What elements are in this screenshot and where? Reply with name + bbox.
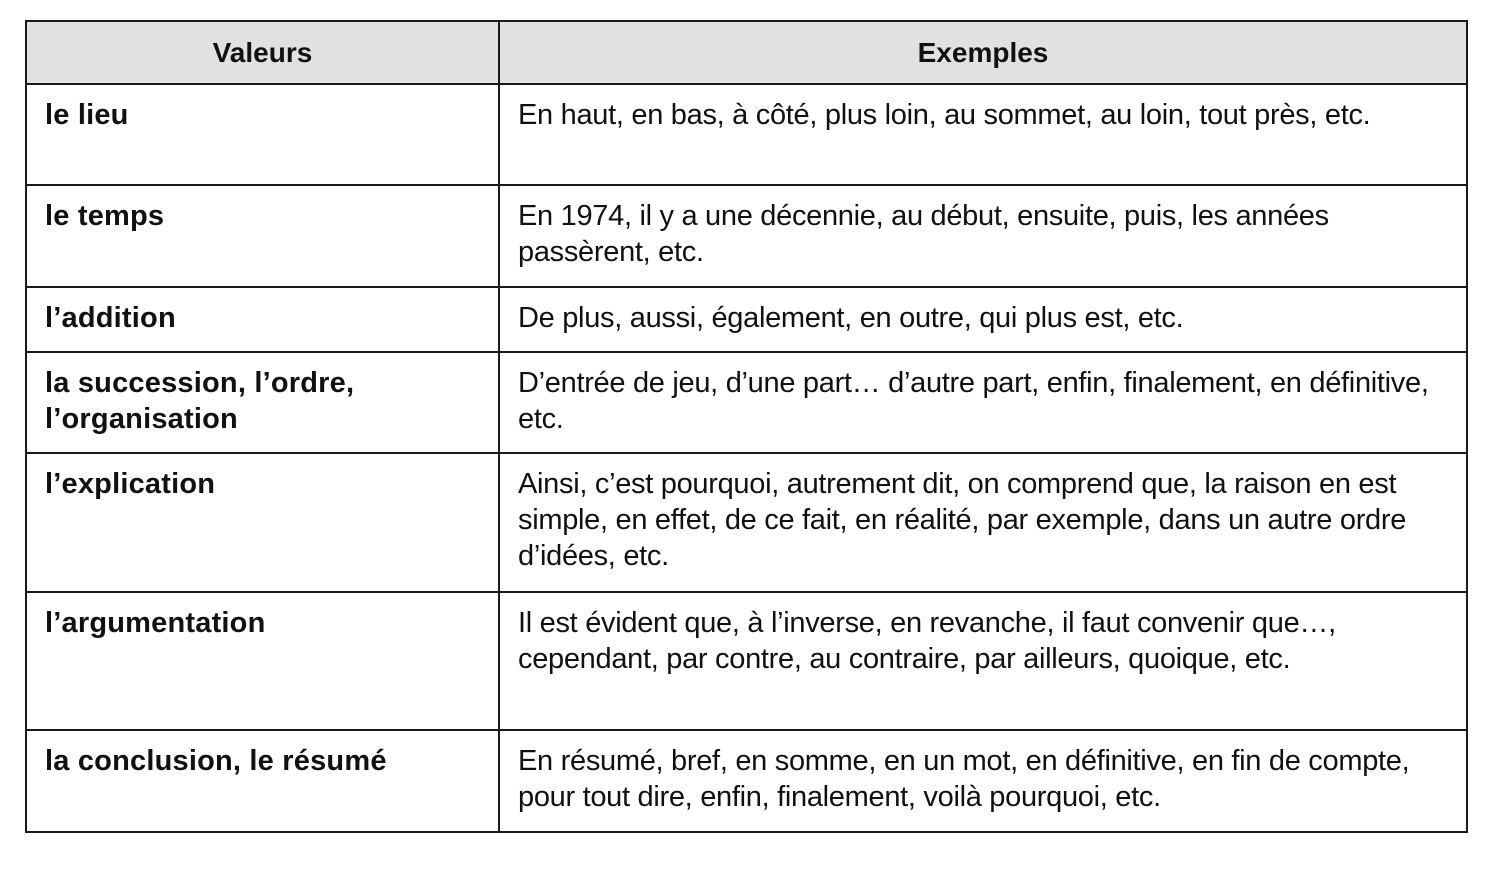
table-row bbox=[26, 352, 1467, 453]
table-row bbox=[26, 287, 1467, 352]
connectors-table bbox=[25, 20, 1468, 833]
header-valeurs: Valeurs bbox=[26, 21, 499, 84]
exemples-cell: Il est évident que, à l’inverse, en revanche, il faut convenir que…, cependant, par contre, au contraire, par ailleurs, quoique, etc. bbox=[499, 592, 1467, 730]
table-row bbox=[26, 185, 1467, 287]
valeur-cell: la conclusion, le résumé bbox=[26, 730, 499, 832]
table-row bbox=[26, 453, 1467, 592]
table-row bbox=[26, 592, 1467, 730]
valeur-cell: l’addition bbox=[26, 287, 499, 352]
valeur-cell: l’argumentation bbox=[26, 592, 499, 730]
header-exemples: Exemples bbox=[499, 21, 1467, 84]
exemples-cell: En 1974, il y a une décennie, au début, ensuite, puis, les années passèrent, etc. bbox=[499, 185, 1467, 287]
exemples-cell: D’entrée de jeu, d’une part… d’autre part, enfin, finalement, en définitive, etc. bbox=[499, 352, 1467, 453]
table-row bbox=[26, 730, 1467, 832]
exemples-cell: En résumé, bref, en somme, en un mot, en définitive, en fin de compte, pour tout dire, enfin, finalement, voilà pourquoi, etc. bbox=[499, 730, 1467, 832]
valeur-cell: le lieu bbox=[26, 84, 499, 185]
table-row bbox=[26, 84, 1467, 185]
valeur-cell: la succession, l’ordre, l’organisation bbox=[26, 352, 499, 453]
header-row bbox=[26, 21, 1467, 84]
valeur-cell: le temps bbox=[26, 185, 499, 287]
exemples-cell: Ainsi, c’est pourquoi, autrement dit, on comprend que, la raison en est simple, en effet, de ce fait, en réalité, par exemple, dans un autre ordre d’idées, etc. bbox=[499, 453, 1467, 592]
exemples-cell: En haut, en bas, à côté, plus loin, au sommet, au loin, tout près, etc. bbox=[499, 84, 1467, 185]
exemples-cell: De plus, aussi, également, en outre, qui plus est, etc. bbox=[499, 287, 1467, 352]
valeur-cell: l’explication bbox=[26, 453, 499, 592]
